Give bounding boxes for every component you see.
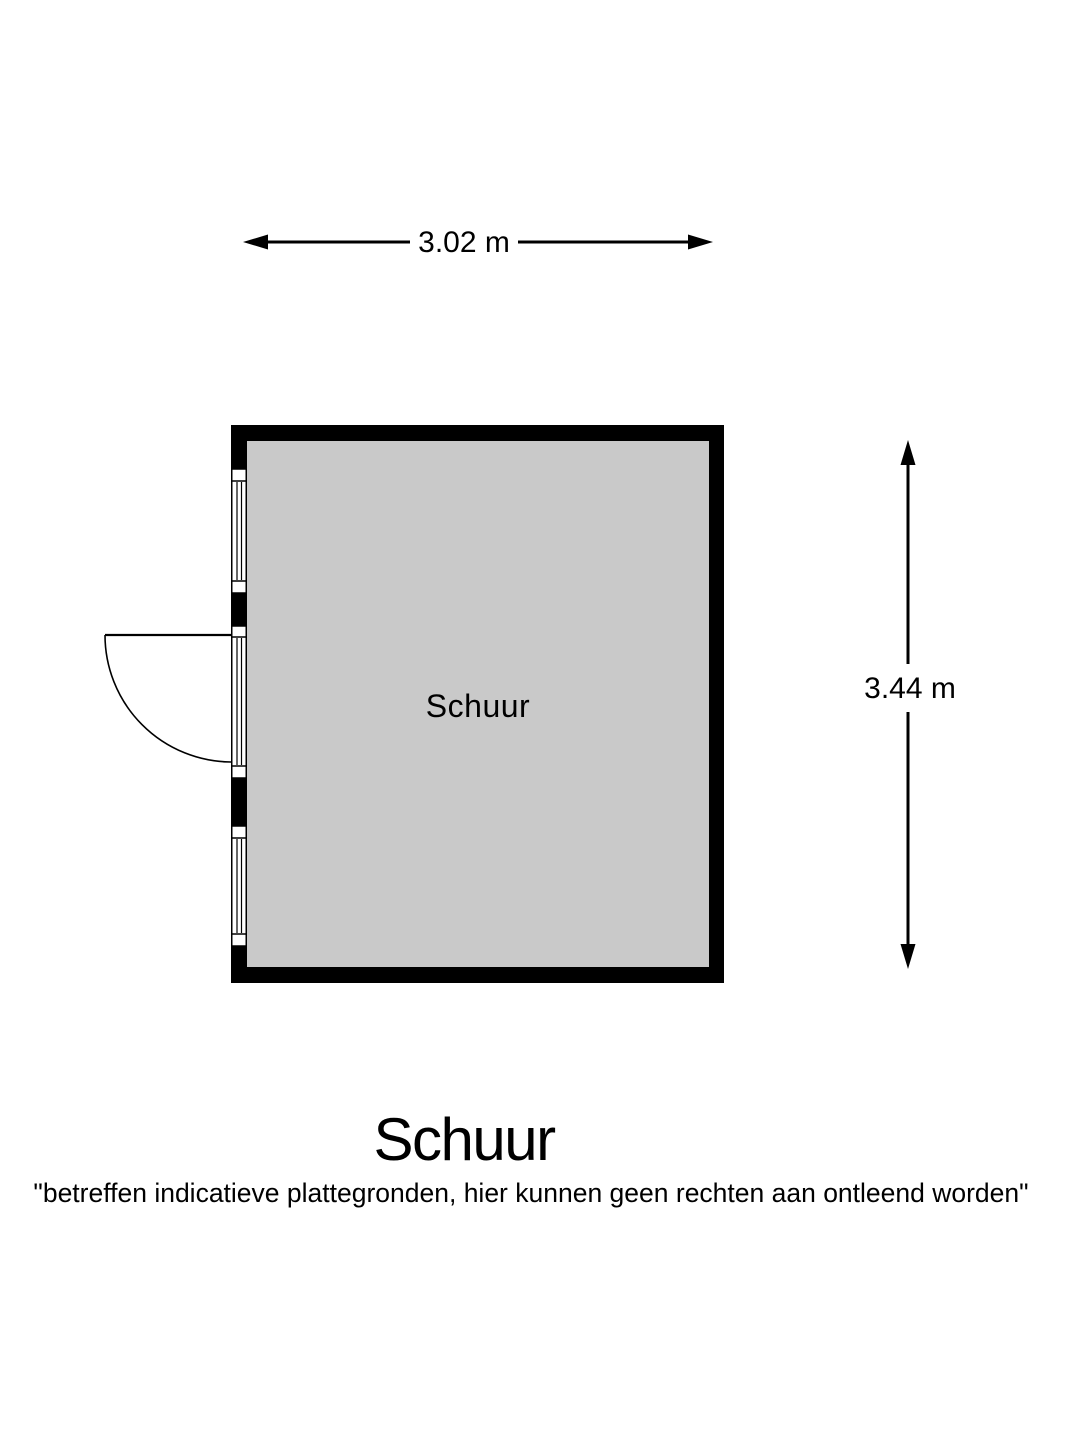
window-bottom (232, 826, 247, 946)
window-top (232, 469, 247, 593)
plan-disclaimer: "betreffen indicatieve plattegronden, hier kunnen geen rechten aan ontleend worden" (33, 1178, 1029, 1208)
door-opening (232, 626, 247, 778)
plan-title: Schuur (373, 1106, 555, 1173)
window-bottom-frame (232, 826, 247, 946)
room-name-label: Schuur (425, 688, 531, 724)
door-frame (232, 626, 247, 778)
window-top-frame (232, 469, 247, 593)
height-dimension-label: 3.44 m (864, 672, 956, 705)
width-dimension-label: 3.02 m (418, 226, 510, 259)
